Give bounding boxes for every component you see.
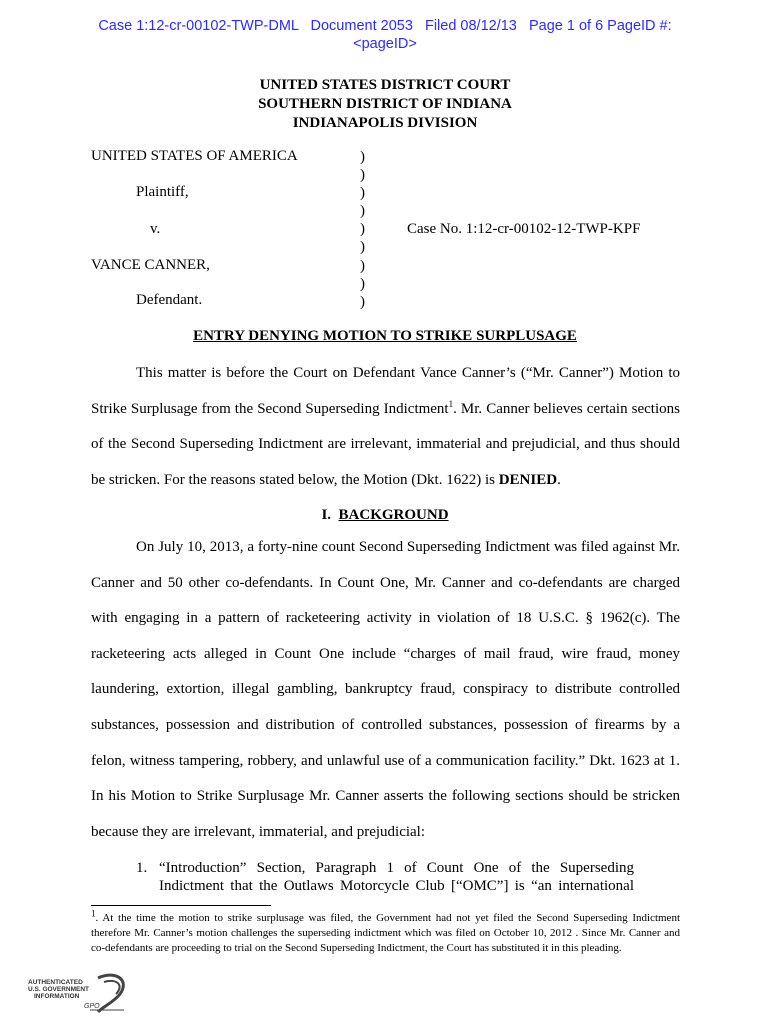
intro-text-1: This matter is before the Court on Defendant Vance Canner’s (“Mr. Canner”) Motion to Strike Surplusage from the Second Superseding Indictment <box>91 365 680 417</box>
section-title: BACKGROUND <box>338 507 449 523</box>
court-heading <box>0 76 770 133</box>
gpo-line3: INFORMATION <box>34 993 80 1000</box>
caption-parens <box>360 148 365 311</box>
list-item-number: 1. <box>136 860 148 876</box>
versus: v. <box>150 221 161 237</box>
list-item <box>136 859 634 895</box>
gpo-eagle-icon <box>28 972 138 1017</box>
intro-text-2: . Mr. Canner believes certain sections of the Second Superseding Indictment are irrelevant, immaterial and prejudicial, and thus should be stricken. For the reasons stated below, the Motion (Dkt. 1622) is <box>91 400 680 488</box>
list-item-line2: Indictment that the Outlaws Motorcycle Club [“OMC”] is “an international <box>159 878 634 894</box>
paren: ) <box>360 185 365 202</box>
paren: ) <box>360 167 365 184</box>
ruling-denied: DENIED <box>498 471 558 488</box>
list-item-line1: “Introduction” Section, Paragraph 1 of Count One of the Superseding <box>159 860 634 876</box>
footnote-text: . At the time the motion to strike surplusage was filed, the Government had not yet filed the Second Superseding Indictment therefore Mr. Canner’s motion challenges the superseding indictment which was filed on October 10, 2012 . Since Mr. Canner and co-defendants are proceeding to trial on the Second Superseding Indictment, the Court has substituted it in this pleading. <box>91 912 680 954</box>
footnote-ref: 1 <box>448 398 454 409</box>
section-heading-background <box>0 507 770 524</box>
defendant-name: VANCE CANNER, <box>91 257 210 273</box>
intro-text-end: . <box>557 471 561 488</box>
entry-title: ENTRY DENYING MOTION TO STRIKE SURPLUSAGE <box>193 328 577 344</box>
filing-header <box>0 17 770 53</box>
paren: ) <box>360 275 365 292</box>
intro-paragraph <box>91 356 680 498</box>
court-name: UNITED STATES DISTRICT COURT <box>259 77 511 93</box>
paren: ) <box>360 257 365 274</box>
footnote-number: 1 <box>91 908 96 919</box>
footnote <box>91 908 680 956</box>
paren: ) <box>360 203 365 220</box>
gpo-authentication-logo <box>28 972 138 1017</box>
case-number: Case No. 1:12-cr-00102-12-TWP-KPF <box>407 221 641 237</box>
gpo-mark: GPO <box>84 1003 100 1010</box>
background-paragraph: On July 10, 2013, a forty-nine count Second Superseding Indictment was filed against Mr. Canner and 50 other co-defendants. In Count One, Mr. Canner and co-defendants are charged with engaging in a pattern of racketeering activity in violation of 18 U.S.C. § 1962(c). The racketeering acts alleged in Count One include “charges of mail fraud, wire fraud, money laundering, extortion, illegal gambling, bankruptcy fraud, conspiracy to distribute controlled substances, possession and distribution of controlled substances, possession of firearms by a felon, witness tampering, robbery, and unlawful use of a communication facility.” Dkt. 1623 at 1. In his Motion to Strike Surplusage Mr. Canner asserts the following sections should be stricken because they are irrelevant, immaterial, and prejudicial: <box>91 539 680 840</box>
footnote-divider <box>91 905 271 906</box>
court-division: INDIANAPOLIS DIVISION <box>292 115 478 131</box>
paren: ) <box>360 293 365 310</box>
court-district: SOUTHERN DISTRICT OF INDIANA <box>258 96 512 112</box>
section-number: I. <box>321 507 332 523</box>
gpo-line1: AUTHENTICATED <box>28 979 83 986</box>
paren: ) <box>360 239 365 256</box>
plaintiff-name: UNITED STATES OF AMERICA <box>91 148 298 164</box>
paren: ) <box>360 149 365 165</box>
defendant-role: Defendant. <box>136 292 203 308</box>
paren: ) <box>360 221 365 238</box>
gpo-line2: U.S. GOVERNMENT <box>28 986 90 993</box>
plaintiff-role: Plaintiff, <box>136 184 189 200</box>
filing-header-line2: <pageID> <box>353 36 417 52</box>
filing-header-line1: Case 1:12-cr-00102-TWP-DML Document 2053 Filed 08/12/13 Page 1 of 6 PageID #: <box>98 18 672 34</box>
